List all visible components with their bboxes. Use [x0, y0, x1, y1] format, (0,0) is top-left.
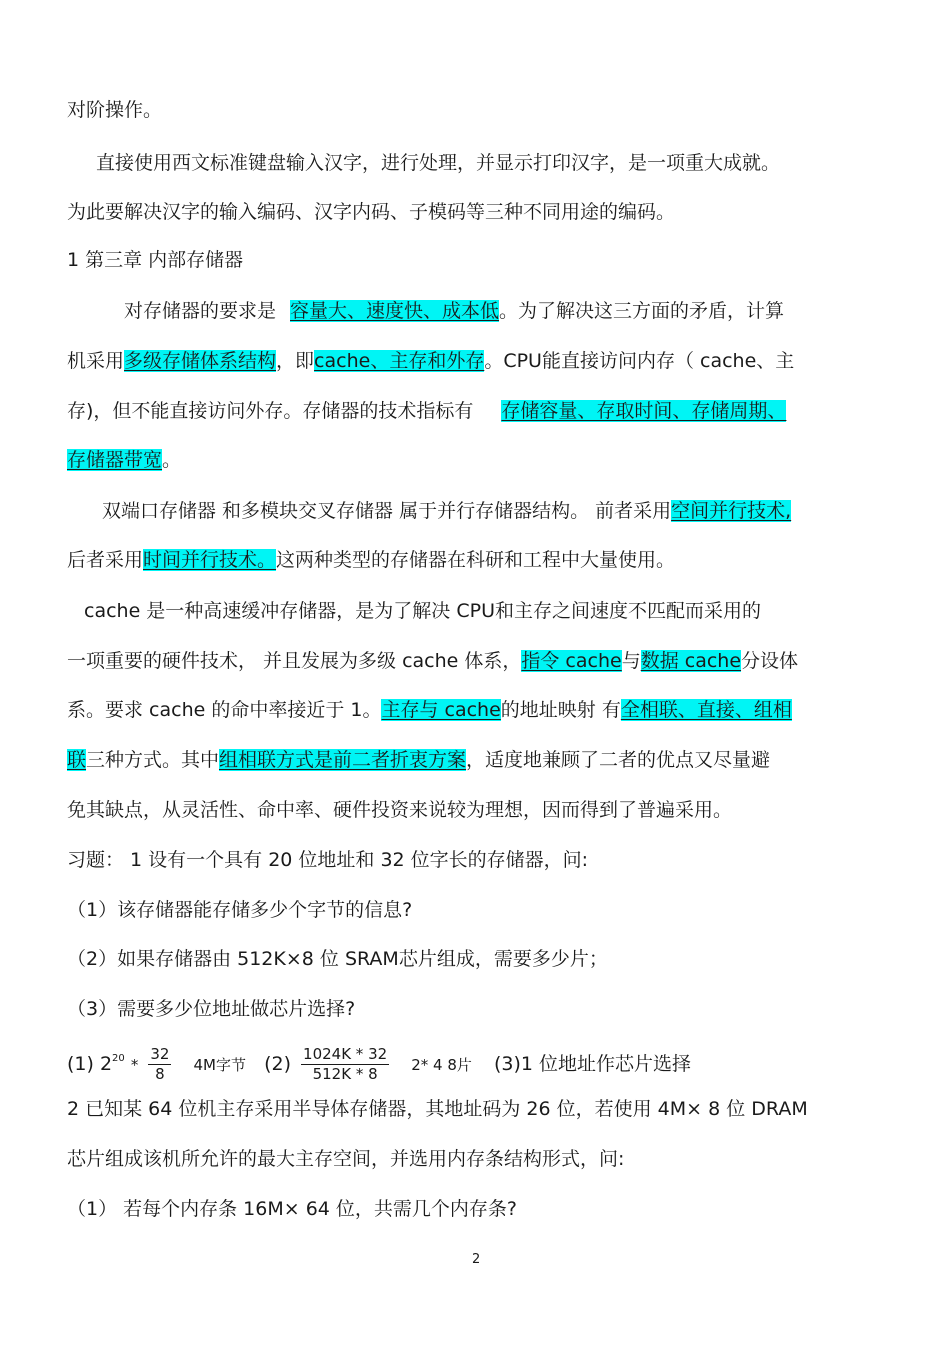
page-number: 2: [472, 1252, 481, 1267]
text-line: 免其缺点，从灵活性、命中率、硬件投资来说较为理想，因而得到了普遍采用。: [67, 799, 733, 821]
text-line: 存储器带宽。: [67, 449, 182, 471]
highlight: 数据 cache: [640, 650, 742, 672]
text-line: 后者采用时间并行技术。这两种类型的存储器在科研和工程中大量使用。: [67, 549, 676, 571]
highlight: 指令 cache: [521, 650, 622, 672]
answer-line: (1) $2^{20}$ * $\frac{32}{8}$ 4M字节 (2) $\frac{1024K * 32}{512K * 8}$ 2* 4 8片 (3)1 位地址作芯片选择: [67, 1045, 691, 1083]
text-line: 对阶操作。: [67, 99, 163, 121]
exercise-item: （1）该存储器能存储多少个字节的信息?: [67, 899, 413, 921]
highlight: 空间并行技术,: [671, 500, 792, 522]
highlight: 联: [67, 749, 87, 771]
exercise-title: 习题： 1 设有一个具有 20 位地址和 32 位字长的存储器，问:: [67, 849, 589, 871]
exercise-item: （1） 若每个内存条 16M× 64 位，共需几个内存条?: [67, 1198, 517, 1220]
highlight: cache、主存和外存: [314, 350, 485, 372]
highlight: 存储器带宽: [67, 449, 163, 471]
fraction: $\frac{32}{8}$: [150, 1045, 170, 1083]
fraction: $\frac{1024K * 32}{512K * 8}$: [303, 1045, 388, 1083]
highlight: 多级存储体系结构: [124, 350, 277, 372]
exercise-title: 2 已知某 64 位机主存采用半导体存储器，其地址码为 26 位，若使用 4M× 8 位 DRAM: [67, 1098, 808, 1120]
text-line: 存)，但不能直接访问外存。存储器的技术指标有 存储容量、存取时间、存储周期、: [67, 400, 787, 422]
exercise-item: （2）如果存储器由 512K×8 位 SRAM芯片组成，需要多少片；: [67, 948, 608, 970]
highlight: 主存与 cache: [381, 699, 501, 721]
text-line: 联三种方式。其中组相联方式是前二者折衷方案，适度地兼顾了二者的优点又尽量避: [67, 749, 771, 771]
exercise-item: （3）需要多少位地址做芯片选择?: [67, 998, 356, 1020]
text-line: 一项重要的硬件技术， 并且发展为多级 cache 体系，指令 cache与数据 cache分设体: [67, 650, 799, 672]
text-line: cache 是一种高速缓冲存储器，是为了解决 CPU和主存之间速度不匹配而采用的: [84, 600, 761, 622]
text-line: 直接使用西文标准键盘输入汉字，进行处理，并显示打印汉字，是一项重大成就。: [96, 152, 781, 174]
highlight: 容量大、速度快、成本低: [290, 300, 500, 322]
text-line: 双端口存储器 和多模块交叉存储器 属于并行存储器结构。 前者采用空间并行技术,: [102, 500, 792, 522]
text-line: 芯片组成该机所允许的最大主存空间，并选用内存条结构形式，问:: [67, 1148, 625, 1170]
highlight: 全相联、直接、组相: [620, 699, 792, 721]
highlight: 时间并行技术。: [143, 549, 277, 571]
text-line: 为此要解决汉字的输入编码、汉字内码、子模码等三种不同用途的编码。: [67, 201, 676, 223]
chapter-heading: 1 第三章 内部存储器: [67, 249, 244, 271]
text-line: 系。要求 cache 的命中率接近于 1。主存与 cache的地址映射 有全相联、直接、组相: [67, 699, 792, 721]
highlight: 存储容量、存取时间、存储周期、: [501, 400, 787, 422]
highlight: 组相联方式是前二者折衷方案: [219, 749, 467, 771]
text-line: 对存储器的要求是 容量大、速度快、成本低。为了解决这三方面的矛盾，计算: [124, 300, 785, 322]
text-line: 机采用多级存储体系结构，即cache、主存和外存。CPU能直接访问内存（ cache、主: [67, 350, 795, 372]
